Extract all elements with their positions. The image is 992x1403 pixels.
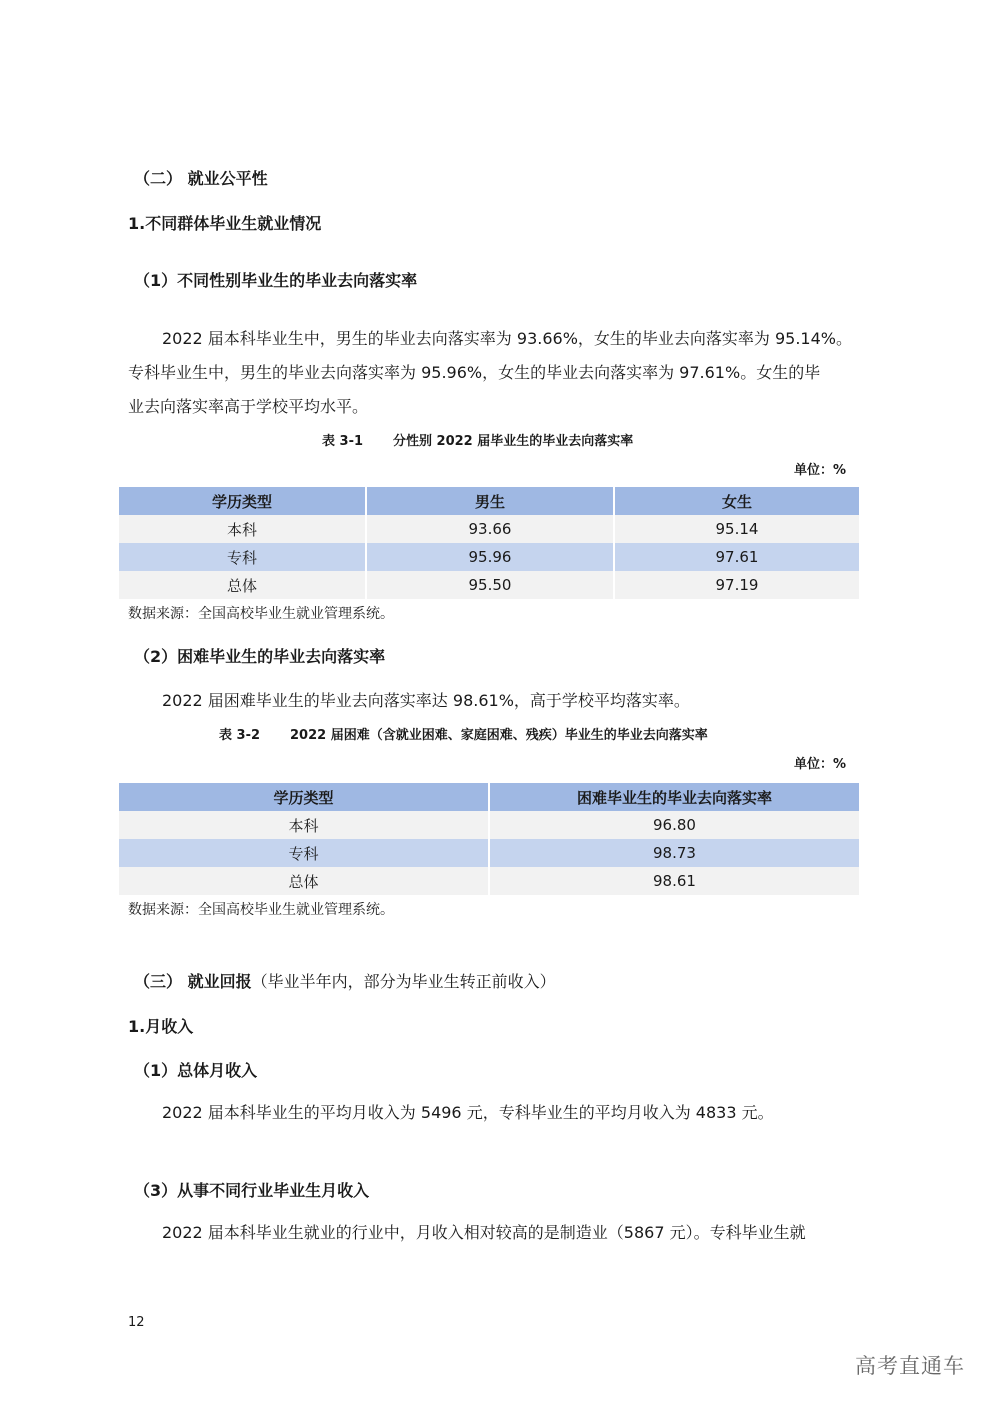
table2-source-note: 数据来源：全国高校毕业生就业管理系统。	[128, 902, 394, 918]
table-difficult-placement-rate	[119, 783, 859, 895]
paragraph-gender-line-3: 业去向落实率高于学校平均水平。	[128, 397, 369, 416]
section-heading-employment-fairness: （二） 就业公平性	[134, 169, 268, 188]
table-row	[119, 515, 859, 543]
table-cell: 97.19	[614, 571, 859, 599]
table-row	[119, 811, 859, 839]
column-header-male: 男生	[366, 487, 614, 515]
subheading-difficult-graduates: （2）困难毕业生的毕业去向落实率	[134, 647, 386, 666]
paragraph-difficult-graduates: 2022 届困难毕业生的毕业去向落实率达 98.61%，高于学校平均落实率。	[162, 691, 690, 710]
column-header-education: 学历类型	[119, 783, 489, 811]
table2-caption-number: 表 3-2	[219, 728, 261, 743]
table-row	[119, 543, 859, 571]
table1-unit: 单位：%	[794, 463, 847, 478]
paragraph-overall-income: 2022 届本科毕业生的平均月收入为 5496 元，专科毕业生的平均月收入为 4833 元。	[162, 1103, 774, 1122]
table-cell: 本科	[119, 811, 489, 839]
table-cell: 95.50	[366, 571, 614, 599]
table-row	[119, 571, 859, 599]
table-header-row	[119, 487, 859, 515]
column-header-education: 学历类型	[119, 487, 366, 515]
paragraph-industry-income: 2022 届本科毕业生就业的行业中，月收入相对较高的是制造业（5867 元）。专科毕业生就	[162, 1223, 806, 1242]
subheading-gender: （1）不同性别毕业生的毕业去向落实率	[134, 271, 418, 290]
table-gender-placement-rate	[119, 487, 859, 599]
paragraph-gender-line-1: 2022 届本科毕业生中，男生的毕业去向落实率为 93.66%，女生的毕业去向落实率为 95.14%。	[162, 329, 852, 348]
table-cell: 专科	[119, 839, 489, 867]
page-number: 12	[128, 1315, 145, 1330]
section-heading-employment-return	[134, 969, 556, 992]
subheading-industry-income: （3）从事不同行业毕业生月收入	[134, 1181, 370, 1200]
table-cell: 96.80	[489, 811, 859, 839]
table-row	[119, 839, 859, 867]
watermark-text: 高考直通车	[855, 1354, 965, 1378]
column-header-rate: 困难毕业生的毕业去向落实率	[489, 783, 859, 811]
table-cell: 98.61	[489, 867, 859, 895]
table-row	[119, 867, 859, 895]
table1-source-note: 数据来源：全国高校毕业生就业管理系统。	[128, 606, 394, 622]
subheading-monthly-income: 1.月收入	[128, 1017, 194, 1036]
subheading-different-groups: 1.不同群体毕业生就业情况	[128, 214, 322, 233]
table1-caption-number: 表 3-1	[322, 434, 364, 449]
column-header-female: 女生	[614, 487, 859, 515]
table-cell: 专科	[119, 543, 366, 571]
table-cell: 总体	[119, 571, 366, 599]
table-cell: 本科	[119, 515, 366, 543]
table-cell: 总体	[119, 867, 489, 895]
subheading-overall-income: （1）总体月收入	[134, 1061, 258, 1080]
table-cell: 98.73	[489, 839, 859, 867]
table1-caption-title: 分性别 2022 届毕业生的毕业去向落实率	[393, 434, 634, 449]
table-cell: 95.96	[366, 543, 614, 571]
table2-unit: 单位：%	[794, 757, 847, 772]
section-heading-bold-part: （三） 就业回报	[134, 972, 252, 991]
table-cell: 97.61	[614, 543, 859, 571]
table-cell: 93.66	[366, 515, 614, 543]
paragraph-gender-line-2: 专科毕业生中，男生的毕业去向落实率为 95.96%，女生的毕业去向落实率为 97.61%。女生的毕	[128, 363, 821, 382]
section-heading-note: （毕业半年内，部分为毕业生转正前收入）	[251, 972, 556, 991]
table2-caption-title: 2022 届困难（含就业困难、家庭困难、残疾）毕业生的毕业去向落实率	[290, 728, 708, 743]
table-cell: 95.14	[614, 515, 859, 543]
table-header-row	[119, 783, 859, 811]
